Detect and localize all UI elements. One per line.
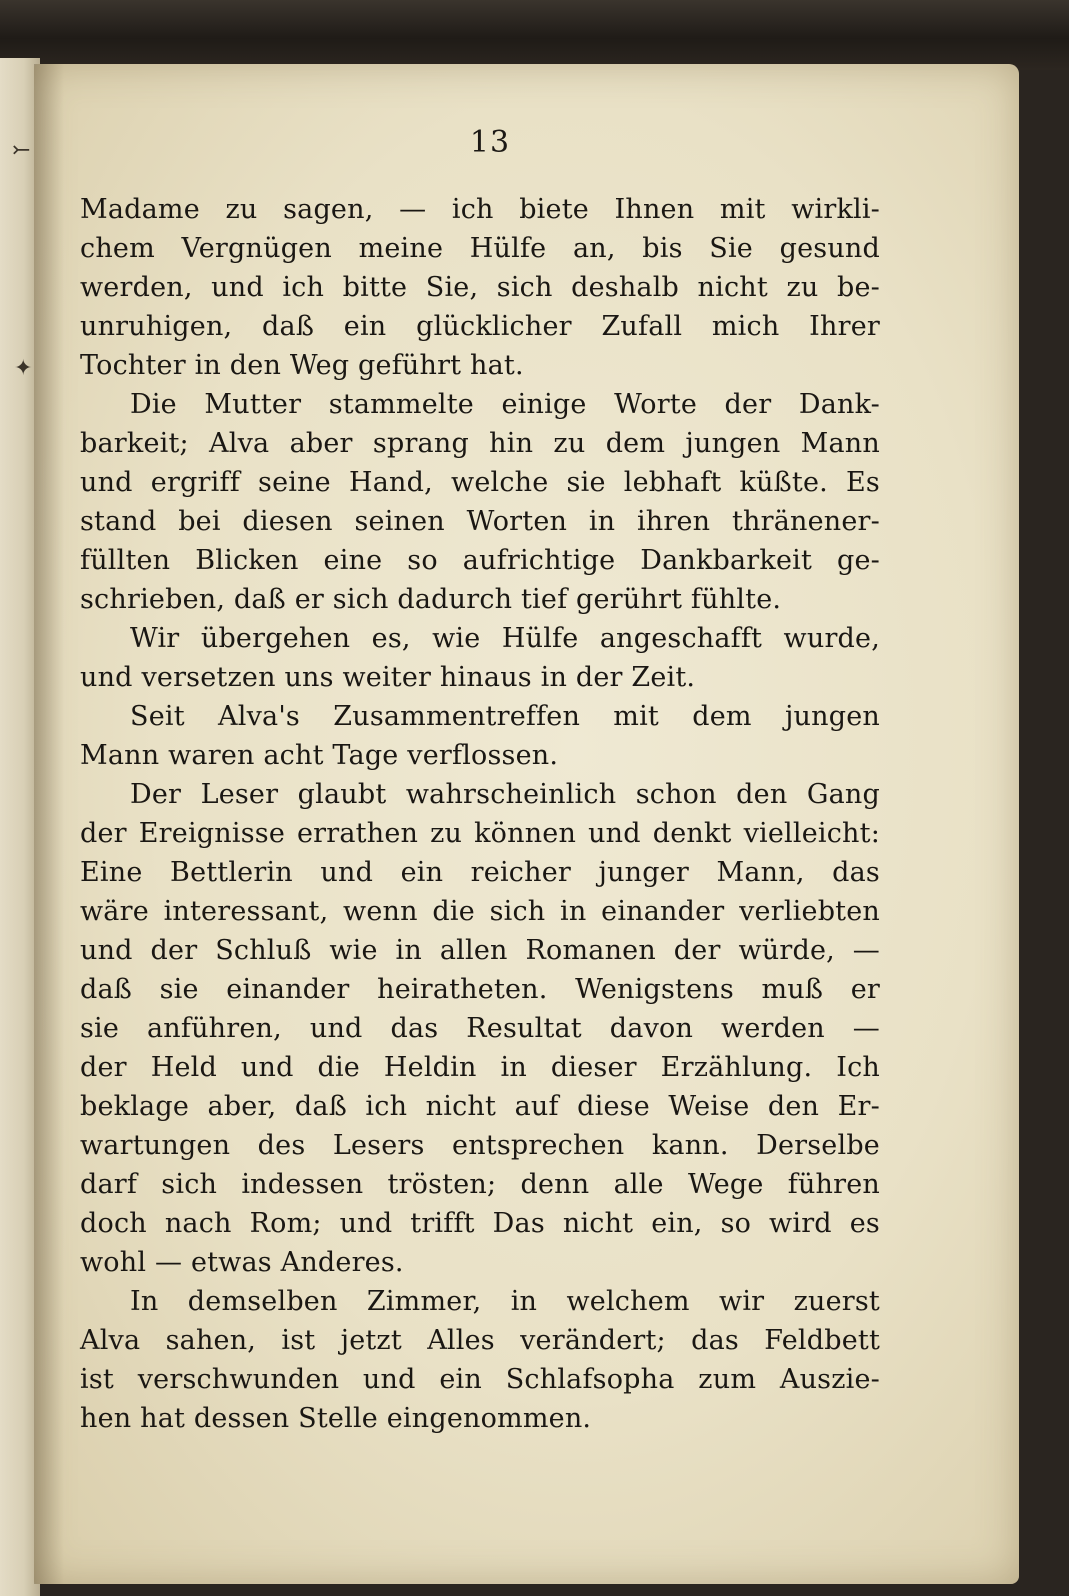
text-line: darf sich indessen trösten; denn alle Wege führen — [80, 1169, 880, 1200]
text-line: der Held und die Heldin in dieser Erzählung. Ich — [80, 1052, 880, 1083]
text-line: sie anführen, und das Resultat davon werden — — [80, 1013, 880, 1044]
text-line: Madame zu sagen, — ich biete Ihnen mit wirkli- — [80, 194, 880, 225]
text-line: wäre interessant, wenn die sich in einander verliebten — [80, 896, 880, 927]
text-line: wartungen des Lesers entsprechen kann. Derselbe — [80, 1130, 880, 1161]
text-line: Die Mutter stammelte einige Worte der Dank- — [130, 389, 880, 420]
text-line: unruhigen, daß ein glücklicher Zufall mich Ihrer — [80, 311, 880, 342]
text-line: stand bei diesen seinen Worten in ihren thränener- — [80, 506, 880, 537]
margin-arrow-mark: ⤚ — [12, 138, 31, 163]
page-text — [80, 190, 880, 1438]
text-line: ist verschwunden und ein Schlafsopha zum Auszie- — [80, 1364, 880, 1395]
text-line: Eine Bettlerin und ein reicher junger Mann, das — [80, 857, 880, 888]
text-line: und ergriff seine Hand, welche sie lebhaft küßte. Es — [80, 467, 880, 498]
text-line: beklage aber, daß ich nicht auf diese Weise den Er- — [80, 1091, 880, 1122]
text-line: Seit Alva's Zusammentreffen mit dem jungen — [130, 701, 880, 732]
text-line: Mann waren acht Tage verflossen. — [80, 740, 559, 771]
text-line: Tochter in den Weg geführt hat. — [80, 350, 524, 381]
text-line: wohl — etwas Anderes. — [80, 1247, 404, 1278]
text-line: der Ereignisse errathen zu können und denkt vielleicht: — [80, 818, 880, 849]
text-line: chem Vergnügen meine Hülfe an, bis Sie gesund — [80, 233, 880, 264]
gutter-shadow — [34, 64, 64, 1584]
text-line: und der Schluß wie in allen Romanen der würde, — — [80, 935, 880, 966]
book-binding-top — [0, 0, 1069, 70]
margin-star-mark: ✦ — [14, 356, 33, 381]
text-line: werden, und ich bitte Sie, sich deshalb nicht zu be- — [80, 272, 880, 303]
text-line: und versetzen uns weiter hinaus in der Zeit. — [80, 662, 696, 693]
text-line: Der Leser glaubt wahrscheinlich schon den Gang — [130, 779, 880, 810]
text-line: daß sie einander heiratheten. Wenigstens muß er — [80, 974, 880, 1005]
text-line: Alva sahen, ist jetzt Alles verändert; das Feldbett — [80, 1325, 880, 1356]
text-line: füllten Blicken eine so aufrichtige Dankbarkeit ge- — [80, 545, 880, 576]
text-line: In demselben Zimmer, in welchem wir zuerst — [130, 1286, 880, 1317]
text-line: barkeit; Alva aber sprang hin zu dem jungen Mann — [80, 428, 880, 459]
text-line: doch nach Rom; und trifft Das nicht ein, so wird es — [80, 1208, 880, 1239]
text-line: hen hat dessen Stelle eingenommen. — [80, 1403, 592, 1434]
text-line: Wir übergehen es, wie Hülfe angeschafft wurde, — [130, 623, 880, 654]
text-line: schrieben, daß er sich dadurch tief gerührt fühlte. — [80, 584, 782, 615]
page-number: 13 — [469, 125, 511, 160]
